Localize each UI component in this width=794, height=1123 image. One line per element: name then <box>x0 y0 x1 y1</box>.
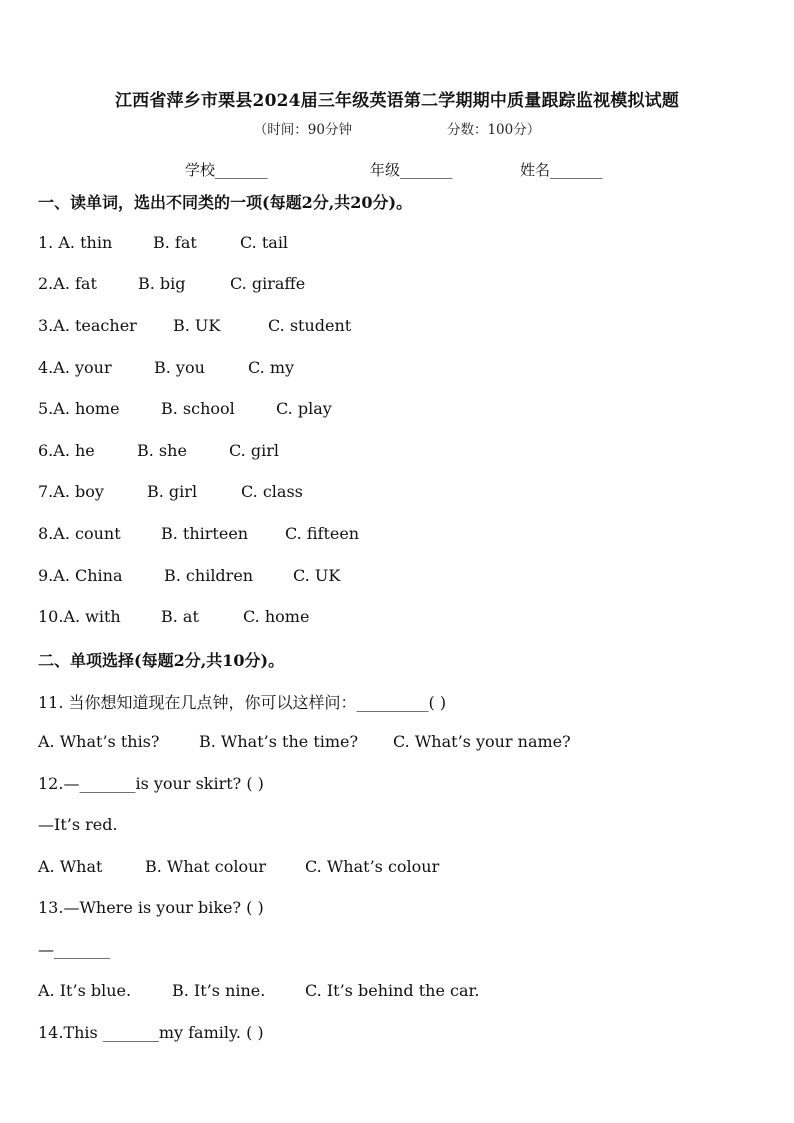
q11-option-a[interactable]: A. What’s this? <box>38 732 160 751</box>
question-lead <box>38 524 121 543</box>
option-c[interactable]: C. UK <box>293 566 341 585</box>
q13-option-a[interactable]: A. It’s blue. <box>38 981 132 1000</box>
option-a[interactable]: A. fat <box>53 274 97 293</box>
question-number: 7. <box>38 482 54 501</box>
q13-stem: 13.—Where is your bike? ( ) <box>38 898 264 917</box>
question-lead <box>38 399 120 418</box>
question-lead <box>38 441 95 460</box>
q12-stem: 12.—_______is your skirt? ( ) <box>38 774 264 793</box>
option-c[interactable]: C. play <box>276 399 332 418</box>
q11-option-c[interactable]: C. What’s your name? <box>393 732 571 751</box>
option-a[interactable]: A. boy <box>53 482 104 501</box>
question-number: 4. <box>38 358 54 377</box>
question-lead <box>38 358 112 377</box>
question-lead <box>38 482 104 501</box>
q14-stem: 14.This _______my family. ( ) <box>38 1023 264 1042</box>
option-b[interactable]: B. thirteen <box>161 524 249 543</box>
question-lead <box>38 566 123 585</box>
question-number: 5. <box>38 399 54 418</box>
option-b[interactable]: B. girl <box>147 482 198 501</box>
option-c[interactable]: C. my <box>248 358 295 377</box>
q11-option-b[interactable]: B. What’s the time? <box>199 732 359 751</box>
q12-options <box>38 857 758 879</box>
option-b[interactable]: B. school <box>161 399 235 418</box>
option-b[interactable]: B. she <box>137 441 187 460</box>
option-b[interactable]: B. fat <box>153 233 197 252</box>
question-row <box>38 274 758 296</box>
option-a[interactable]: A. teacher <box>53 316 137 335</box>
question-number: 3. <box>38 316 54 335</box>
option-c[interactable]: C. fifteen <box>285 524 360 543</box>
q12-option-b[interactable]: B. What colour <box>145 857 267 876</box>
option-b[interactable]: B. UK <box>173 316 221 335</box>
question-lead <box>38 274 97 293</box>
question-lead <box>38 316 137 335</box>
q13-options <box>38 981 758 1003</box>
question-row <box>38 316 758 338</box>
exam-score: 分数：100分） <box>446 122 541 138</box>
q13-option-c[interactable]: C. It’s behind the car. <box>305 981 480 1000</box>
option-c[interactable]: C. home <box>243 607 310 626</box>
question-row <box>38 524 758 546</box>
option-a[interactable]: A. home <box>53 399 120 418</box>
section1-heading: 一、读单词，选出不同类的一项(每题2分,共20分)。 <box>38 193 413 212</box>
q12-option-c[interactable]: C. What’s colour <box>305 857 440 876</box>
question-number: 9. <box>38 566 54 585</box>
question-row <box>38 441 758 463</box>
exam-subtitle <box>0 118 794 138</box>
option-c[interactable]: C. giraffe <box>230 274 306 293</box>
question-row <box>38 482 758 504</box>
question-number: 8. <box>38 524 54 543</box>
option-a[interactable]: A. count <box>53 524 121 543</box>
option-a[interactable]: A. your <box>53 358 112 377</box>
q13-answer: —_______ <box>38 940 110 959</box>
q11-options <box>38 732 758 754</box>
option-a[interactable]: A. with <box>63 607 121 626</box>
option-b[interactable]: B. you <box>154 358 205 377</box>
option-c[interactable]: C. student <box>268 316 352 335</box>
name-field[interactable]: 姓名_______ <box>520 161 603 179</box>
question-row <box>38 607 758 629</box>
question-number: 1. <box>38 233 59 252</box>
q13-option-b[interactable]: B. It’s nine. <box>172 981 266 1000</box>
exam-title: 江西省萍乡市栗县2024届三年级英语第二学期期中质量跟踪监视模拟试题 <box>114 91 680 111</box>
question-number: 6. <box>38 441 54 460</box>
q12-option-a[interactable]: A. What <box>38 857 103 876</box>
grade-field[interactable]: 年级_______ <box>370 161 453 179</box>
section2-heading: 二、单项选择(每题2分,共10分)。 <box>38 651 285 670</box>
question-lead <box>38 233 112 252</box>
option-a[interactable]: A. China <box>53 566 123 585</box>
exam-time: （时间：90分钟 <box>253 122 352 138</box>
option-c[interactable]: C. class <box>241 482 303 501</box>
question-row <box>38 566 758 588</box>
question-row <box>38 399 758 421</box>
option-b[interactable]: B. big <box>138 274 186 293</box>
option-a[interactable]: A. thin <box>58 233 113 252</box>
option-b[interactable]: B. at <box>161 607 199 626</box>
option-c[interactable]: C. tail <box>240 233 289 252</box>
q11-stem: 11. 当你想知道现在几点钟，你可以这样问：_________( ) <box>38 693 447 712</box>
school-field[interactable]: 学校_______ <box>185 161 268 179</box>
question-row <box>38 233 758 255</box>
option-c[interactable]: C. girl <box>229 441 279 460</box>
question-lead <box>38 607 121 626</box>
option-a[interactable]: A. he <box>53 441 95 460</box>
question-row <box>38 358 758 380</box>
question-number: 10. <box>38 607 64 626</box>
q12-answer: —It’s red. <box>38 815 118 834</box>
option-b[interactable]: B. children <box>164 566 254 585</box>
question-number: 2. <box>38 274 54 293</box>
